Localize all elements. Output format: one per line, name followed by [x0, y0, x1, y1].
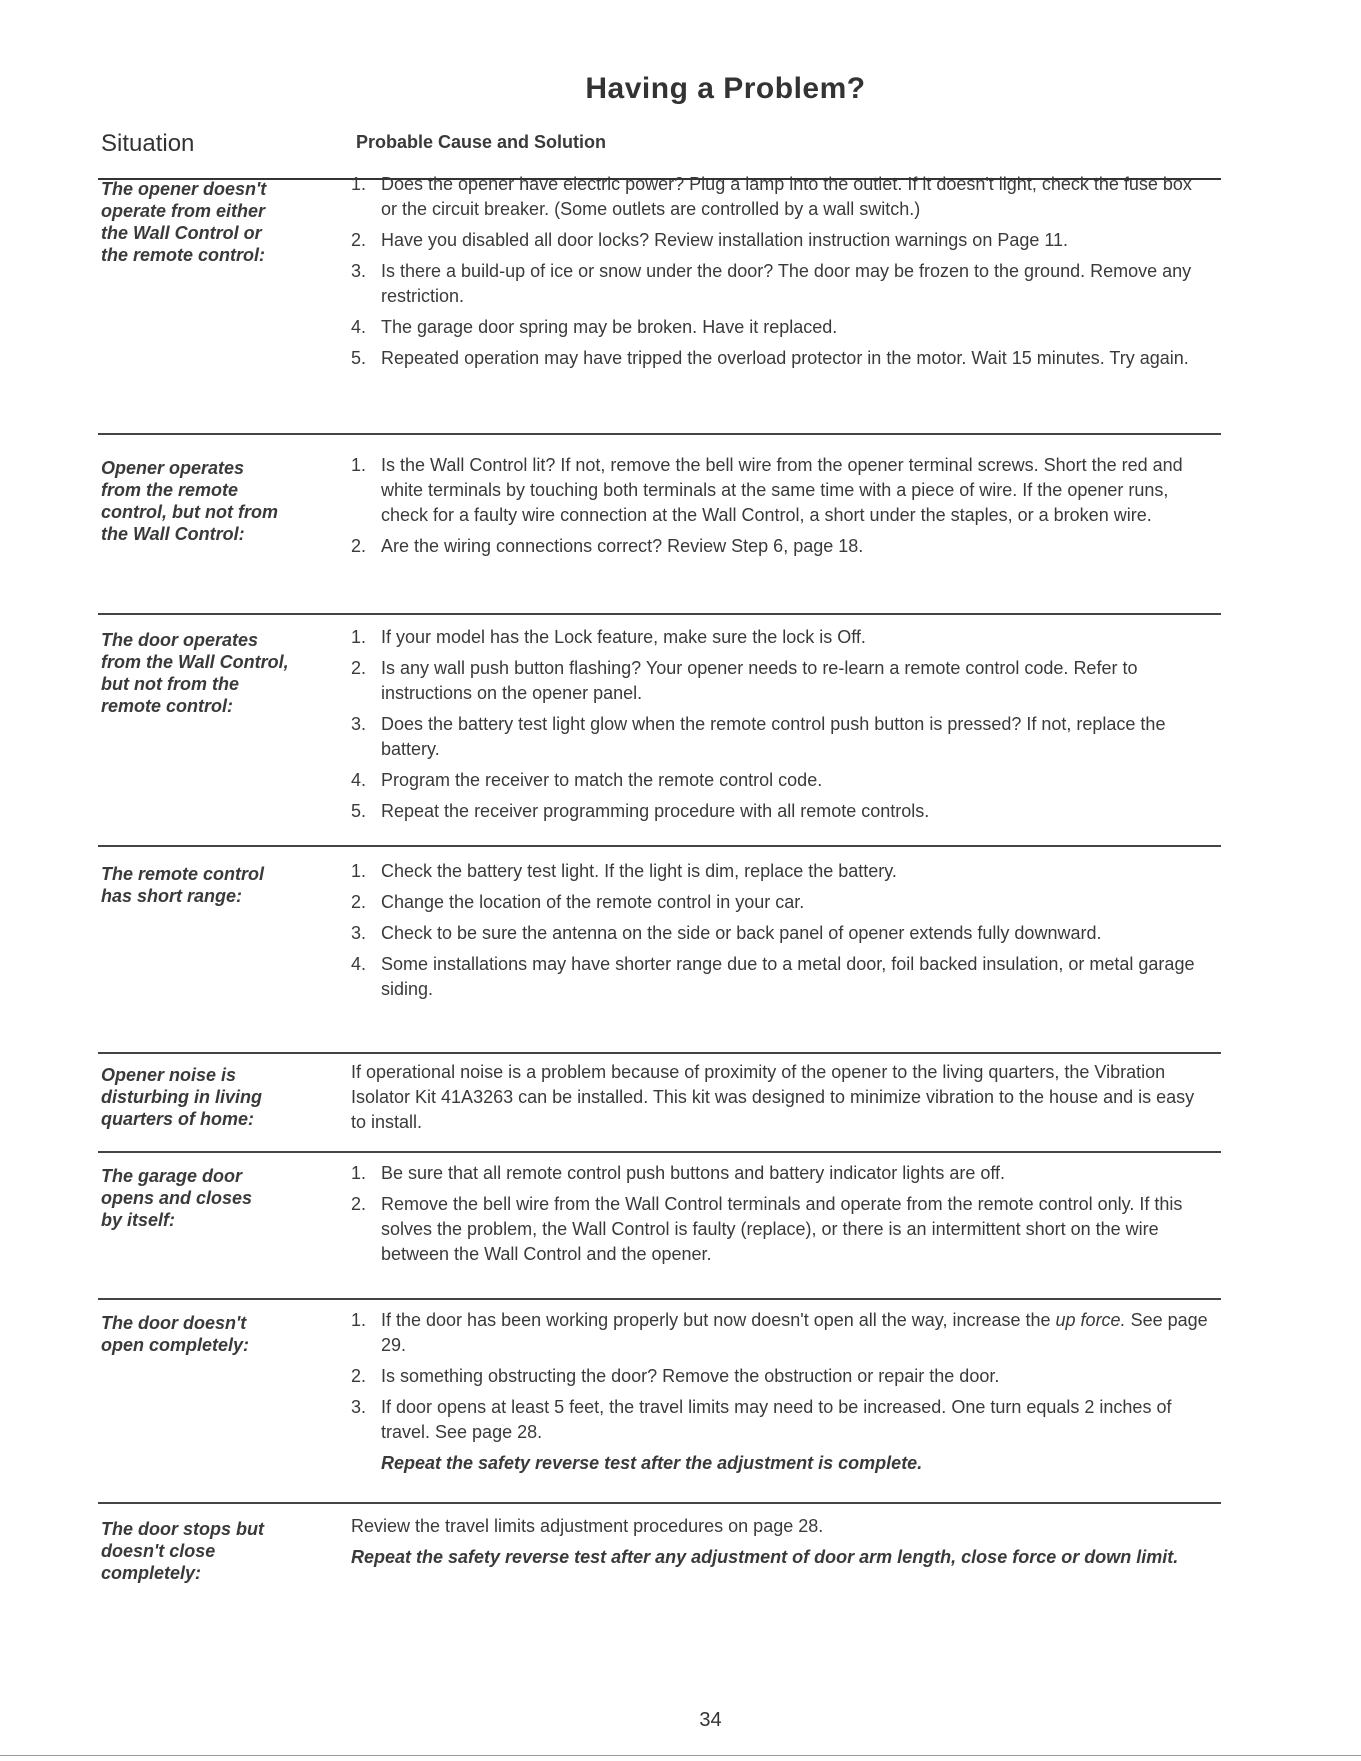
- problem-row: [98, 1052, 1221, 1152]
- problem-row: [98, 613, 1221, 835]
- solution-list: [351, 1308, 1211, 1476]
- situation-text: The garage door opens and closes by itself:: [101, 1166, 253, 1230]
- problem-row: [98, 433, 1221, 595]
- solution-item: 1. If your model has the Lock feature, make sure the lock is Off.: [351, 627, 866, 647]
- solution-list: [351, 625, 1211, 830]
- situation-text: Opener noise is disturbing in living quarters of home:: [101, 1065, 262, 1129]
- situation-text: The door doesn't open completely:: [101, 1313, 250, 1355]
- solution-item: 1. Does the opener have electric power? Plug a lamp into the outlet. If it doesn't light, check the fuse box or the circuit breaker. (Some outlets are controlled by a wall switch.): [351, 174, 1192, 219]
- solution-paragraph: If operational noise is a problem because of proximity of the opener to the living quarters, the Vibration Isolator Kit 41A3263 can be installed. This kit was designed to minimize vibration to the house and is easy to install.: [351, 1062, 1195, 1132]
- page-number: 34: [699, 1709, 722, 1731]
- solution-item: 4. Some installations may have shorter range due to a metal door, foil backed insulation, or metal garage siding.: [351, 954, 1195, 999]
- solution-item: 2. Are the wiring connections correct? Review Step 6, page 18.: [351, 536, 864, 556]
- safety-note: Repeat the safety reverse test after any adjustment of door arm length, close force or down limit.: [351, 1547, 1179, 1567]
- solution-item: 1. Is the Wall Control lit? If not, remove the bell wire from the opener terminal screws. Short the red and white terminals by touching both terminals at the same time with a piece of wire. If the opener runs, check for a faulty wire connection at the Wall Control, a short under the staples, or a broken wire.: [351, 455, 1183, 525]
- problem-row: [98, 845, 1221, 1047]
- solution-list: [351, 1161, 1211, 1273]
- solution-item: 1. Be sure that all remote control push buttons and battery indicator lights are off.: [351, 1163, 1006, 1183]
- situation-text: Opener operates from the remote control, but not from the Wall Control:: [101, 458, 278, 544]
- solution-header: Probable Cause and Solution: [356, 132, 607, 152]
- solution-item: 4. The garage door spring may be broken. Have it replaced.: [351, 317, 838, 337]
- solution-item: 5. Repeat the receiver programming procedure with all remote controls.: [351, 801, 930, 821]
- solution-item: 2. Change the location of the remote control in your car.: [351, 892, 805, 912]
- solution-item: 2. Remove the bell wire from the Wall Control terminals and operate from the remote control only. If this solves the problem, the Wall Control is faulty (replace), or there is an intermittent short on the wire between the Wall Control and the opener.: [351, 1194, 1183, 1264]
- problem-row: [98, 1298, 1221, 1500]
- page-title: Having a Problem?: [585, 72, 866, 105]
- solution-item: 1. If the door has been working properly but now doesn't open all the way, increase the up force. See page 29.: [351, 1310, 1208, 1355]
- solution-list: [351, 453, 1211, 565]
- solution-paragraph: Review the travel limits adjustment procedures on page 28.: [351, 1516, 824, 1536]
- solution-item: 3. Is there a build-up of ice or snow under the door? The door may be frozen to the ground. Remove any restriction.: [351, 261, 1192, 306]
- solution-item: 3. Does the battery test light glow when the remote control push button is pressed? If not, replace the battery.: [351, 714, 1166, 759]
- solution-text: [351, 1514, 1211, 1570]
- solution-item: 3. If door opens at least 5 feet, the travel limits may need to be increased. One turn equals 2 inches of travel. See page 28.: [351, 1397, 1172, 1442]
- solution-item: 5. Repeated operation may have tripped the overload protector in the motor. Wait 15 minutes. Try again.: [351, 348, 1189, 368]
- problem-row: [98, 1151, 1221, 1296]
- solution-item: 1. Check the battery test light. If the light is dim, replace the battery.: [351, 861, 897, 881]
- solution-item: 2. Is any wall push button flashing? Your opener needs to re-learn a remote control code. Refer to instructions on the opener panel.: [351, 658, 1138, 703]
- situation-text: The door stops but doesn't close completely:: [101, 1519, 264, 1583]
- situation-text: The door operates from the Wall Control, but not from the remote control:: [101, 630, 289, 716]
- solution-item: 2. Is something obstructing the door? Remove the obstruction or repair the door.: [351, 1366, 1000, 1386]
- safety-note: Repeat the safety reverse test after the adjustment is complete.: [381, 1453, 923, 1473]
- solution-list: [351, 859, 1211, 1008]
- solution-item: 2. Have you disabled all door locks? Review installation instruction warnings on Page 11.: [351, 230, 1069, 250]
- solution-item: 3. Check to be sure the antenna on the side or back panel of opener extends fully downward.: [351, 923, 1102, 943]
- solution-item: 4. Program the receiver to match the remote control code.: [351, 770, 823, 790]
- situation-header: Situation: [101, 130, 195, 157]
- situation-text: The remote control has short range:: [101, 864, 265, 906]
- solution-text: [351, 1060, 1211, 1141]
- solution-list: [351, 172, 1211, 377]
- situation-text: The opener doesn't operate from either the Wall Control or the remote control:: [101, 179, 267, 265]
- problem-row: [98, 1502, 1221, 1654]
- page-bottom-edge: [0, 1755, 1361, 1756]
- problem-row: [98, 174, 1221, 388]
